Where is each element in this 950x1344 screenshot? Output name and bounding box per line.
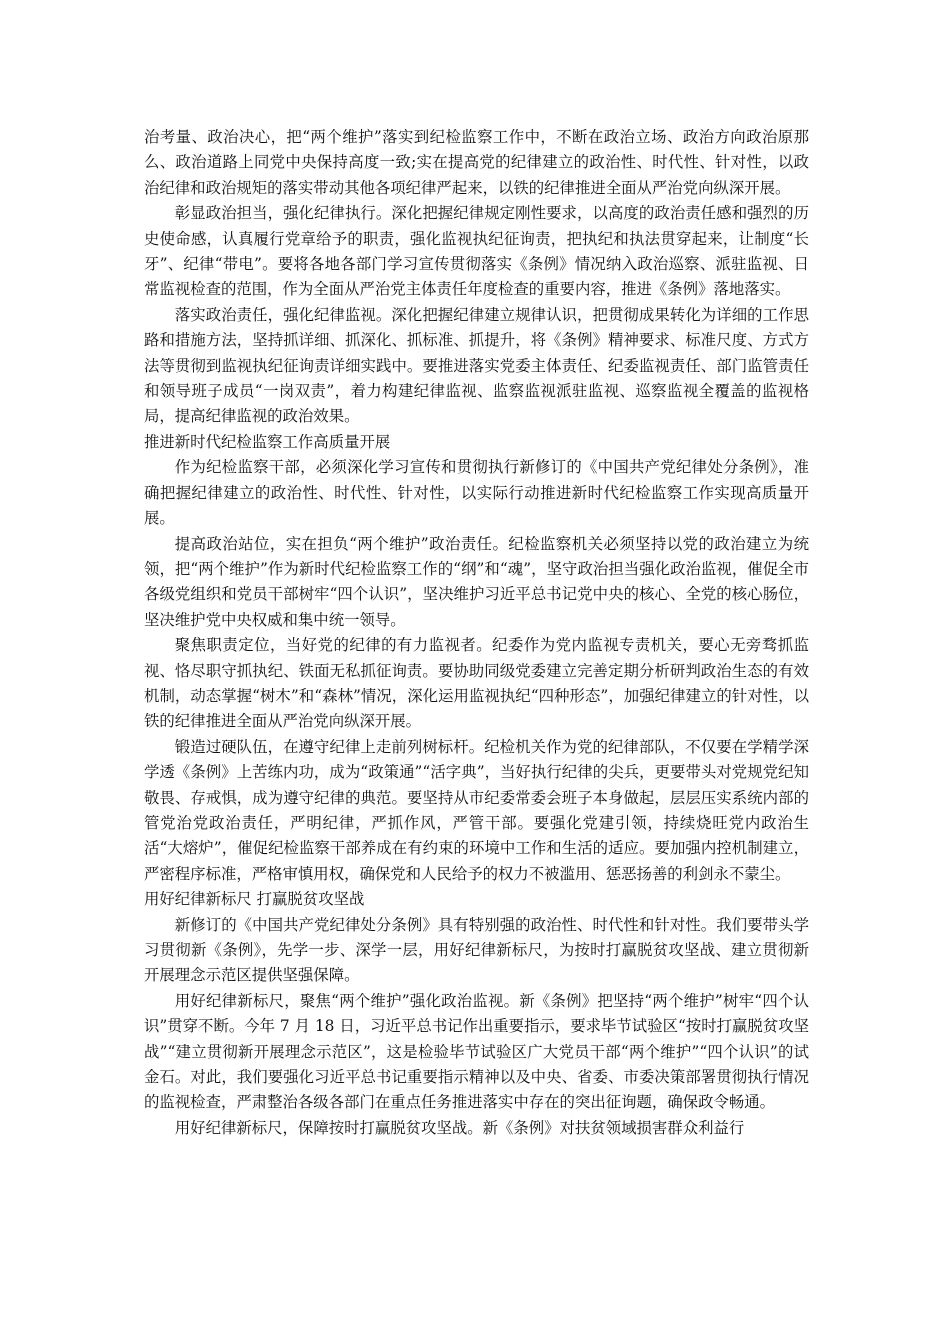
- paragraph-new-regulations: 新修订的《中国共产党纪律处分条例》具有特别强的政治性、时代性和针对性。我们要带头学习贯彻新《条例》，先学一步、深学一层，用好纪律新标尺，为按时打赢脱贫攻坚战、建立贯彻新开展理念示范区提供坚强保障。: [144, 915, 809, 985]
- paragraph-discipline-supervision: 落实政治责任，强化纪律监视。深化把握纪律建立规律认识，把贯彻成果转化为详细的工作思路和措施方法，坚持抓详细、抓深化、抓标准、抓提升，将《条例》精神要求、标准尺度、方式方法等贯彻到监视执纪征询责详细实践中。要推进落实党委主体责任、纪委监视责任、部门监管责任和领导班子成员“一岗双责”，着力构建纪律监视、监察监视派驻监视、巡察监视全覆盖的监视格局，提高纪律监视的政治效果。: [144, 305, 809, 426]
- paragraph-duty-positioning: 聚焦职责定位，当好党的纪律的有力监视者。纪委作为党内监视专责机关，要心无旁骛抓监视、恪尽职守抓执纪、铁面无私抓征询责。要协助同级党委建立完善定期分析研判政治生态的有效机制，动态掌握“树木”和“森林”情况，深化运用监视执纪“四种形态”，加强纪律建立的针对性，以铁的纪律推进全面从严治党向纵深开展。: [144, 636, 809, 731]
- paragraph-political-responsibility: 彰显政治担当，强化纪律执行。深化把握纪律规定刚性要求，以高度的政治责任感和强烈的历史使命感，认真履行党章给予的职责，强化监视执纪征询责，把执纪和执法贯穿起来，让制度“长牙”、纪律“带电”。要将各地各部门学习宣传贯彻落实《条例》情况纳入政治巡察、派驻监视、日常监视检查的范围，作为全面从严治党主体责任年度检查的重要内容，推进《条例》落地落实。: [144, 204, 809, 299]
- document-page: [144, 125, 809, 1141]
- section-heading-high-quality-development: 推进新时代纪检监察工作高质量开展: [144, 432, 391, 451]
- paragraph-two-safeguards: 用好纪律新标尺，聚焦“两个维护”强化政治监视。新《条例》把坚持“两个维护”树牢“四个认识”贯穿不断。今年 7 月 18 日，习近平总书记作出重要指示，要求毕节试验区“按时打赢脱贫攻坚战”“建立贯彻新开展理念示范区”，这是检验毕节试验区广大党员干部“两个维护”“四个认识”的试金石。对此，我们要强化习近平总书记重要指示精神以及中央、省委、市委决策部署贯彻执行情况的监视检查，严肃整治各级各部门在重点任务推进落实中存在的突出征询题，确保政令畅通。: [144, 991, 809, 1112]
- paragraph-team-building: 锻造过硬队伍，在遵守纪律上走前列树标杆。纪检机关作为党的纪律部队，不仅要在学精学深学透《条例》上苦练内功，成为“政策通”“活字典”，当好执行纪律的尖兵，更要带头对党规党纪知敬畏、存戒惧，成为遵守纪律的典范。要坚持从市纪委常委会班子本身做起，层层压实系统内部的管党治党政治责任，严明纪律，严抓作风，严管干部。要强化党建引领，持续烧旺党内政治生活“大熔炉”，催促纪检监察干部养成在有约束的环境中工作和生活的适应。要加强内控机制建立，严密程序标准，严格审慎用权，确保党和人民给予的权力不被滥用、惩恶扬善的利剑永不蒙尘。: [144, 737, 809, 883]
- section-heading-poverty-alleviation: 用好纪律新标尺 打赢脱贫攻坚战: [144, 890, 365, 909]
- paragraph-political-standing: 提高政治站位，实在担负“两个维护”政治责任。纪检监察机关必须坚持以党的政治建立为统领，把“两个维护”作为新时代纪检监察工作的“纲”和“魂”，坚守政治担当强化政治监视，催促全市各级党组织和党员干部树牢“四个认识”，坚决维护习近平总书记党中央的核心、全党的核心肠位，坚决维护党中央权威和集中统一领导。: [144, 534, 809, 629]
- paragraph-inspection-cadres: 作为纪检监察干部，必须深化学习宣传和贯彻执行新修订的《中国共产党纪律处分条例》，准确把握纪律建立的政治性、时代性、针对性，以实际行动推进新时代纪检监察工作实现高质量开展。: [144, 458, 809, 528]
- paragraph-continuation: 治考量、政治决心，把“两个维护”落实到纪检监察工作中，不断在政治立场、政治方向政治原那么、政治道路上同党中央保持高度一致;实在提高党的纪律建立的政治性、时代性、针对性，以政治纪律和政治规矩的落实带动其他各项纪律严起来，以铁的纪律推进全面从严治党向纵深开展。: [144, 128, 809, 197]
- paragraph-poverty-guarantee: 用好纪律新标尺，保障按时打赢脱贫攻坚战。新《条例》对扶贫领域损害群众利益行: [174, 1118, 745, 1137]
